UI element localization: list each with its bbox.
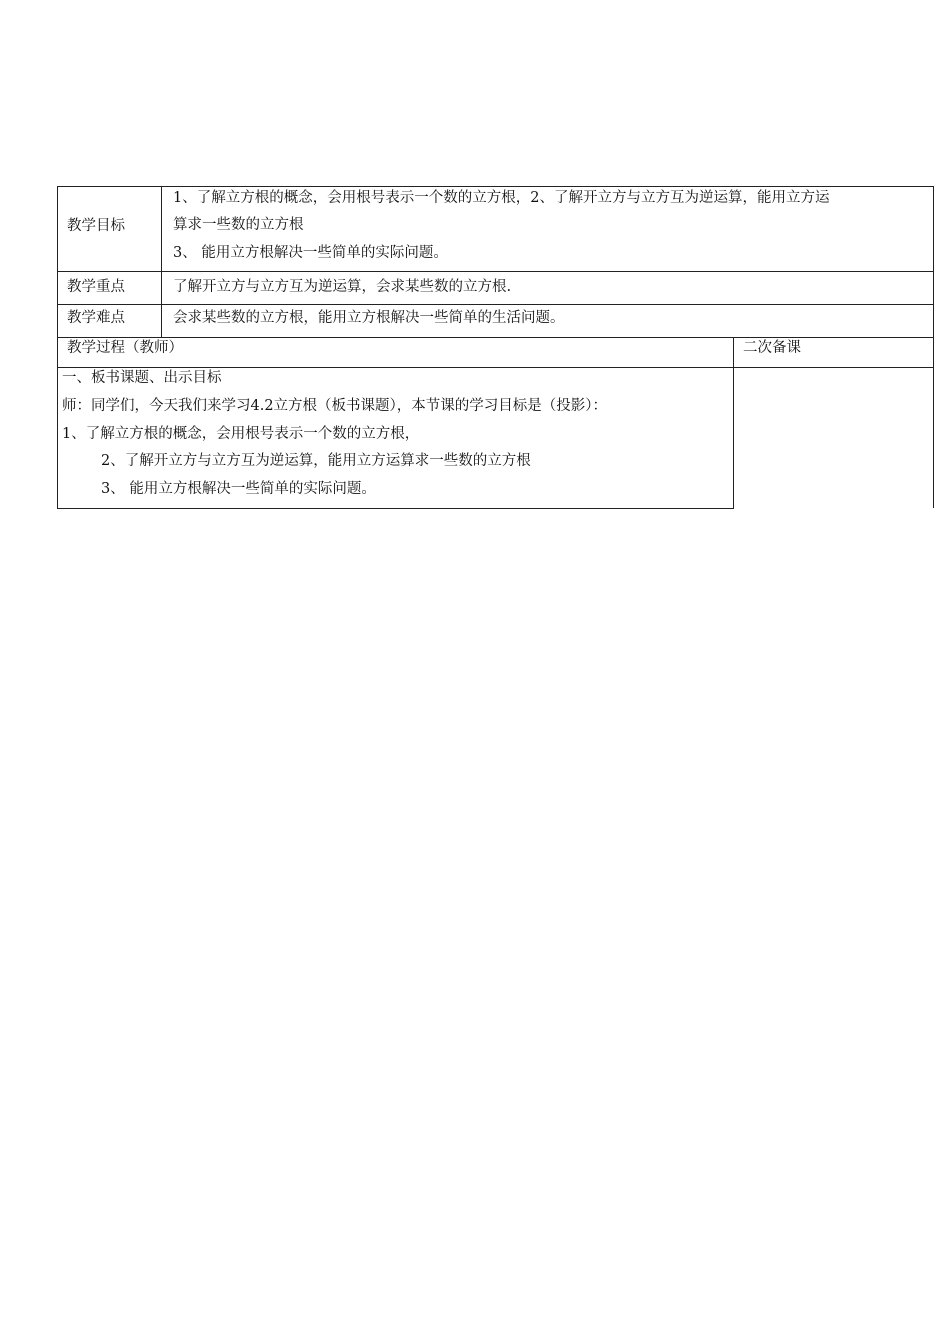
row-divider-goals (57, 271, 934, 272)
row-divider-key-points (57, 304, 934, 305)
difficulties-text: 会求某些数的立方根，能用立方根解决一些简单的生活问题。 (173, 310, 565, 326)
goals-line-2: 算求一些数的立方根 (173, 217, 304, 233)
process-line: 1、了解立方根的概念，会用根号表示一个数的立方根， (62, 426, 420, 442)
key-points-label: 教学重点 (67, 279, 125, 295)
goals-label: 教学目标 (67, 218, 125, 234)
goals-line-1: 1、了解立方根的概念，会用根号表示一个数的立方根，2、了解开立方与立方互为逆运算，能用立方运 (173, 190, 830, 206)
key-points-text: 了解开立方与立方互为逆运算，会求某些数的立方根. (173, 279, 512, 295)
label-column-divider (161, 186, 162, 337)
difficulties-label: 教学难点 (67, 310, 125, 326)
backup-column-divider (733, 337, 734, 509)
process-header: 教学过程（教师） (67, 340, 183, 356)
row-divider-difficulties (57, 337, 934, 338)
table-border-top (57, 186, 934, 187)
table-border-left (57, 186, 58, 509)
table-border-right (933, 186, 934, 508)
table-border-bottom (57, 508, 734, 509)
process-line: 师：同学们，今天我们来学习4.2立方根（板书课题），本节课的学习目标是（投影）： (62, 398, 608, 414)
backup-header: 二次备课 (743, 340, 801, 356)
process-line: 一、板书课题、出示目标 (62, 370, 222, 386)
process-line: 2、了解开立方与立方互为逆运算，能用立方运算求一些数的立方根 (101, 453, 531, 469)
goals-line-3: 3、 能用立方根解决一些简单的实际问题。 (173, 245, 448, 261)
process-line: 3、 能用立方根解决一些简单的实际问题。 (101, 481, 376, 497)
